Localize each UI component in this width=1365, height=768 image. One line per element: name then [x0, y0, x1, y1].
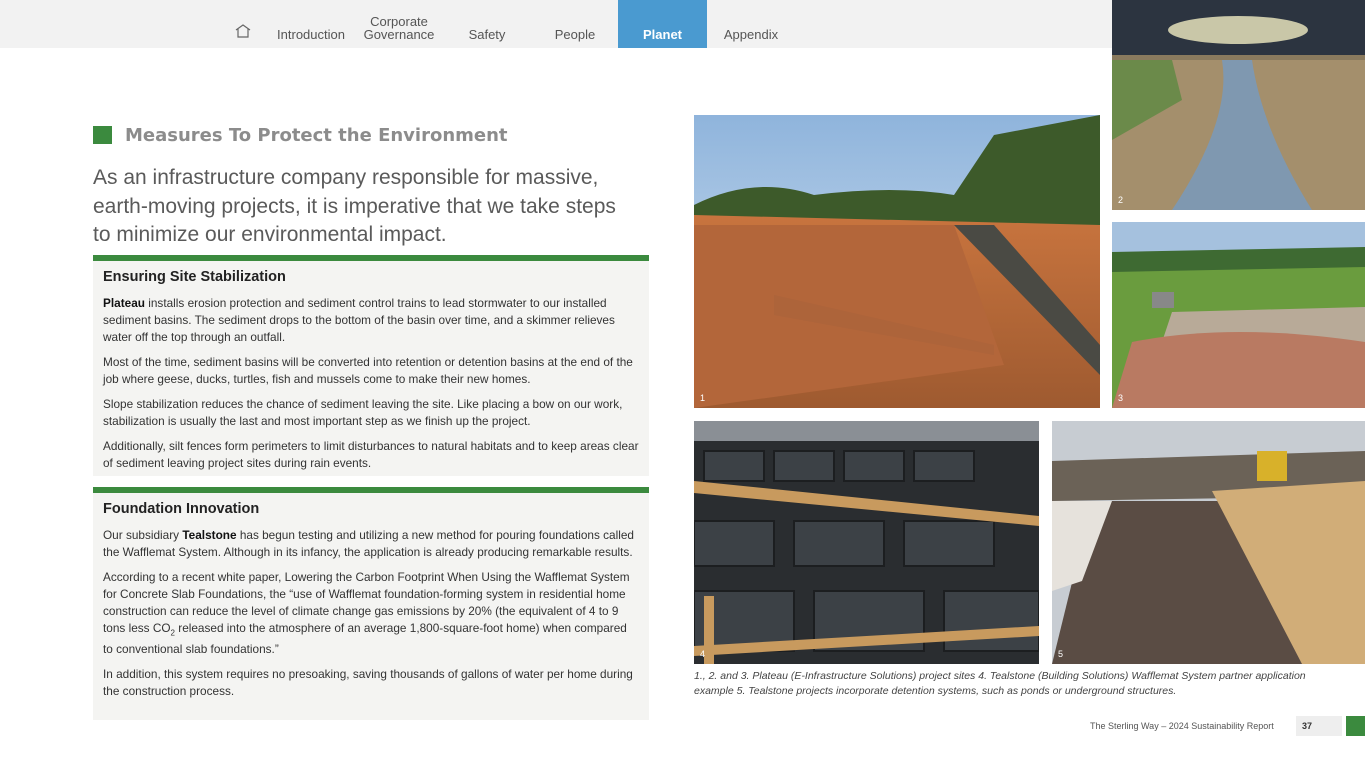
box-paragraph: Our subsidiary Tealstone has begun testing and utilizing a new method for pouring foundations called the Wafflemat System. Although in its infancy, the application is already producing remarkable results. [103, 528, 634, 559]
nav-appendix[interactable]: Appendix [723, 27, 779, 42]
box-title: Foundation Innovation [103, 501, 260, 517]
top-navigation [0, 0, 1112, 48]
box-paragraph: Plateau installs erosion protection and sediment control trains to lead stormwater to our installed sediment basins. The sediment drops to the bottom of the basin over time, and a skimmer relieves water off the top through an outfall. [103, 296, 615, 344]
section-marker [93, 126, 112, 144]
photo-site-slope [694, 115, 1100, 408]
page-accent-block [1346, 716, 1365, 736]
box-title: Ensuring Site Stabilization [103, 269, 286, 285]
nav-corporate-governance[interactable]: Corporate Governance [363, 14, 435, 42]
nav-introduction[interactable]: Introduction [277, 27, 345, 42]
nav-planet[interactable]: Planet [618, 0, 707, 48]
section-title: Measures To Protect the Environment [125, 125, 508, 146]
intro-paragraph: As an infrastructure company responsible for massive, earth-moving projects, it is imperative that we take steps to minimize our environmental impact. [93, 166, 616, 246]
page-number: 37 [1296, 716, 1342, 736]
photo-rock-channel [1112, 0, 1365, 210]
box-paragraph: In addition, this system requires no presoaking, saving thousands of gallons of water per home during the construction process. [103, 667, 633, 699]
box-paragraph: According to a recent white paper, Lowering the Carbon Footprint When Using the Wafflemat System for Concrete Slab Foundations, the “use of Wafflemat foundation-forming system in residential home construction can reduce the level of climate change gas emissions by 20% (the equivalent of 4 to 9 tons less $CO_2$ released into the atmosphere of an average 1,800-square-foot home) when compared to conventional slab foundations.” [103, 570, 630, 657]
photo-caption: 1., 2. and 3. Plateau (E-Infrastructure Solutions) project sites 4. Tealstone (Building Solutions) Wafflemat System partner application example 5. Tealstone projects incorporate detention systems, such as ponds or underground structures. [694, 670, 1306, 697]
footer-report-title: The Sterling Way – 2024 Sustainability Report [1090, 721, 1274, 731]
photo-detention-pond [1112, 222, 1365, 408]
photo-number: 1 [700, 393, 706, 403]
photo-rebar-foundation [1052, 421, 1365, 664]
site-stabilization-box [93, 255, 649, 476]
nav-safety[interactable]: Safety [468, 27, 506, 42]
foundation-innovation-box [93, 487, 649, 720]
photo-wafflemat [694, 421, 1039, 664]
photo-number: 4 [700, 649, 706, 659]
nav-people[interactable]: People [554, 27, 596, 42]
box-paragraph: Most of the time, sediment basins will be converted into retention or detention basins at the end of the job where geese, ducks, turtles, fish and mussels come to make their new homes. [103, 355, 633, 386]
box-paragraph: Additionally, silt fences form perimeters to limit disturbances to natural habitats and to keep areas clear of sediment leaving project sites during rain events. [103, 439, 639, 470]
photo-number: 2 [1118, 195, 1124, 205]
photo-number: 3 [1118, 393, 1124, 403]
home-icon[interactable] [235, 24, 251, 38]
photo-number: 5 [1058, 649, 1064, 659]
box-paragraph: Slope stabilization reduces the chance of sediment leaving the site. Like placing a bow on our work, stabilization is usually the last and most important step as we finish up the project. [103, 397, 623, 428]
